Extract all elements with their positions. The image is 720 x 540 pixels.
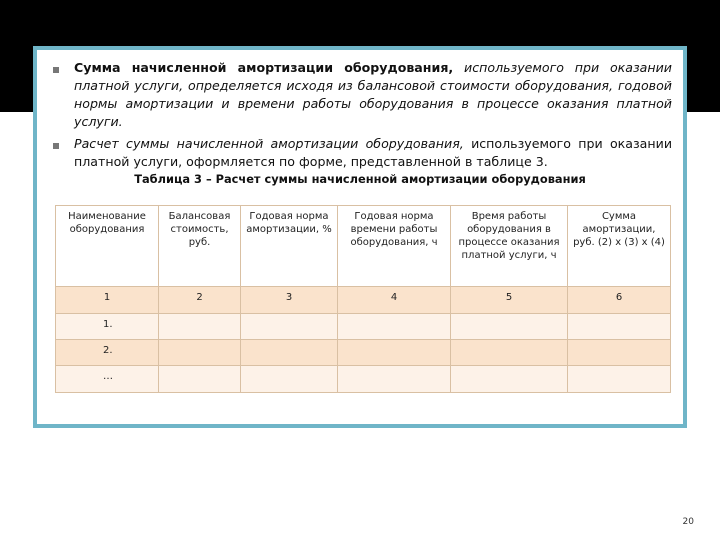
table-cell xyxy=(338,366,451,393)
table-cell xyxy=(451,314,568,340)
bullet-square-icon xyxy=(53,67,59,73)
table-cell xyxy=(241,314,338,340)
table-caption: Таблица 3 – Расчет суммы начисленной амортизации оборудования xyxy=(134,172,586,186)
table-cell xyxy=(451,340,568,366)
table-cell xyxy=(568,340,671,366)
column-number-row xyxy=(56,287,671,314)
header-cell: Время работы оборудования в процессе оказания платной услуги, ч xyxy=(451,206,568,287)
table-cell: … xyxy=(56,366,159,393)
table-row xyxy=(56,340,671,366)
column-number-cell: 2 xyxy=(159,287,241,314)
header-cell: Наименование оборудования xyxy=(56,206,159,287)
table-cell xyxy=(568,366,671,393)
table-cell xyxy=(159,366,241,393)
bullet-2-italic-text: Расчет суммы начисленной амортизации оборудования, xyxy=(74,136,464,151)
table-cell: 1. xyxy=(56,314,159,340)
header-cell: Сумма амортизации, руб. (2) x (3) x (4) xyxy=(568,206,671,287)
table-cell xyxy=(241,366,338,393)
table-row xyxy=(56,314,671,340)
table-cell: 2. xyxy=(56,340,159,366)
table-cell xyxy=(568,314,671,340)
header-cell: Годовая норма амортизации, % xyxy=(241,206,338,287)
column-number-cell: 1 xyxy=(56,287,159,314)
page-number: 20 xyxy=(682,517,694,527)
bullet-paragraph-1 xyxy=(74,59,672,131)
header-cell: Балансовая стоимость, руб. xyxy=(159,206,241,287)
table-cell xyxy=(338,314,451,340)
table-cell xyxy=(338,340,451,366)
bullet-2-plain-text: используемого при оказании платной услуги, оформляется по форме, представленной в таблице 3. xyxy=(74,136,672,170)
bullet-paragraph-2 xyxy=(74,135,672,171)
table-cell xyxy=(451,366,568,393)
bullet-1-bold-text: Сумма начисленной амортизации оборудования, xyxy=(74,60,454,75)
header-cell: Годовая норма времени работы оборудования, ч xyxy=(338,206,451,287)
column-number-cell: 4 xyxy=(338,287,451,314)
table-cell xyxy=(241,340,338,366)
bullet-1-italic-text: используемого при оказании платной услуги, определяется исходя из балансовой стоимости оборудования, годовой нормы амортизации и времени работы оборудования в процессе оказания платной услуги. xyxy=(74,60,672,130)
bullet-square-icon xyxy=(53,143,59,149)
table-header-row xyxy=(56,206,671,287)
column-number-cell: 3 xyxy=(241,287,338,314)
column-number-cell: 6 xyxy=(568,287,671,314)
table-cell xyxy=(159,340,241,366)
table-row xyxy=(56,366,671,393)
amortization-table xyxy=(55,205,671,393)
column-number-cell: 5 xyxy=(451,287,568,314)
table-cell xyxy=(159,314,241,340)
